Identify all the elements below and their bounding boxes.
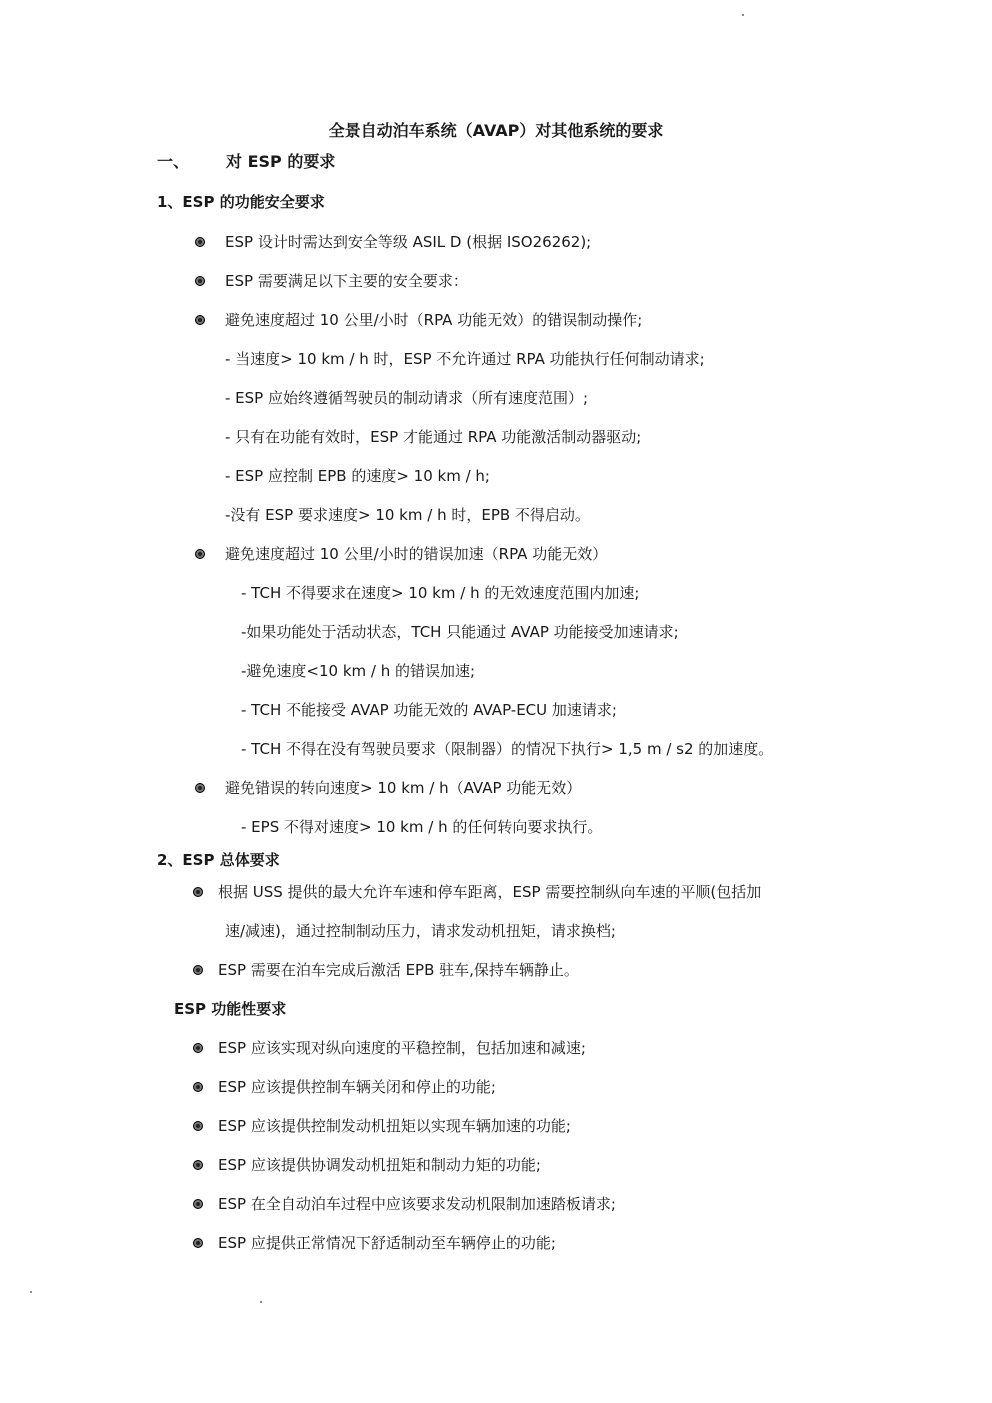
bullet-icon (195, 237, 205, 247)
document-title: 全景自动泊车系统（AVAP）对其他系统的要求 (328, 121, 664, 140)
bullet-item: ESP 需要在泊车完成后激活 EPB 驻车,保持车辆静止。 (218, 961, 579, 979)
bullet-item: ESP 应该提供控制车辆关闭和停止的功能; (218, 1078, 496, 1096)
sub-item: - ESP 应始终遵循驾驶员的制动请求（所有速度范围）; (225, 389, 589, 407)
sub-item: - 当速度> 10 km / h 时，ESP 不允许通过 RPA 功能执行任何制动请求; (225, 350, 705, 368)
bullet-item-continuation: 速/减速)，通过控制制动压力，请求发动机扭矩，请求换档; (225, 922, 616, 940)
bullet-item: ESP 设计时需达到安全等级 ASIL D (根据 ISO26262); (225, 233, 592, 251)
bullet-icon (193, 1043, 203, 1053)
subsection-heading-functional: ESP 功能性要求 (174, 1000, 287, 1018)
bullet-item: ESP 应该实现对纵向速度的平稳控制，包括加速和减速; (218, 1039, 586, 1057)
sub-item: - TCH 不得在没有驾驶员要求（限制器）的情况下执行> 1,5 m / s2 的加速度。 (241, 740, 774, 758)
bullet-icon (193, 1082, 203, 1092)
bullet-icon (193, 1238, 203, 1248)
scan-speck (742, 14, 744, 16)
bullet-icon (195, 549, 205, 559)
sub-item: -没有 ESP 要求速度> 10 km / h 时，EPB 不得启动。 (225, 506, 590, 524)
section-number: 一、 (157, 152, 190, 171)
sub-item: - TCH 不得要求在速度> 10 km / h 的无效速度范围内加速; (241, 584, 640, 602)
bullet-item: 避免速度超过 10 公里/小时（RPA 功能无效）的错误制动操作; (225, 311, 643, 329)
bullet-icon (193, 1121, 203, 1131)
sub-item: -避免速度<10 km / h 的错误加速; (241, 662, 476, 680)
bullet-icon (193, 1199, 203, 1209)
section-heading: 对 ESP 的要求 (226, 152, 336, 171)
bullet-item: 避免速度超过 10 公里/小时的错误加速（RPA 功能无效） (225, 545, 608, 563)
bullet-icon (193, 887, 203, 897)
bullet-item: ESP 应该提供协调发动机扭矩和制动力矩的功能; (218, 1156, 541, 1174)
sub-item: - ESP 应控制 EPB 的速度> 10 km / h; (225, 467, 490, 485)
subsection-heading-safety: 1、ESP 的功能安全要求 (157, 193, 325, 211)
bullet-icon (195, 276, 205, 286)
bullet-item: 根据 USS 提供的最大允许车速和停车距离，ESP 需要控制纵向车速的平顺(包括加 (218, 883, 762, 901)
subsection-heading-general: 2、ESP 总体要求 (157, 851, 280, 869)
bullet-icon (195, 783, 205, 793)
bullet-item: ESP 应提供正常情况下舒适制动至车辆停止的功能; (218, 1234, 556, 1252)
sub-item: - EPS 不得对速度> 10 km / h 的任何转向要求执行。 (241, 818, 603, 836)
bullet-item: ESP 在全自动泊车过程中应该要求发动机限制加速踏板请求; (218, 1195, 616, 1213)
bullet-item: ESP 需要满足以下主要的安全要求： (225, 272, 468, 290)
sub-item: - 只有在功能有效时，ESP 才能通过 RPA 功能激活制动器驱动; (225, 428, 642, 446)
bullet-icon (193, 965, 203, 975)
bullet-item: 避免错误的转向速度> 10 km / h（AVAP 功能无效） (225, 779, 582, 797)
scan-speck (260, 1301, 262, 1303)
sub-item: -如果功能处于活动状态，TCH 只能通过 AVAP 功能接受加速请求; (241, 623, 679, 641)
bullet-icon (195, 315, 205, 325)
scan-speck (30, 1291, 32, 1293)
sub-item: - TCH 不能接受 AVAP 功能无效的 AVAP-ECU 加速请求; (241, 701, 617, 719)
bullet-icon (193, 1160, 203, 1170)
bullet-item: ESP 应该提供控制发动机扭矩以实现车辆加速的功能; (218, 1117, 571, 1135)
